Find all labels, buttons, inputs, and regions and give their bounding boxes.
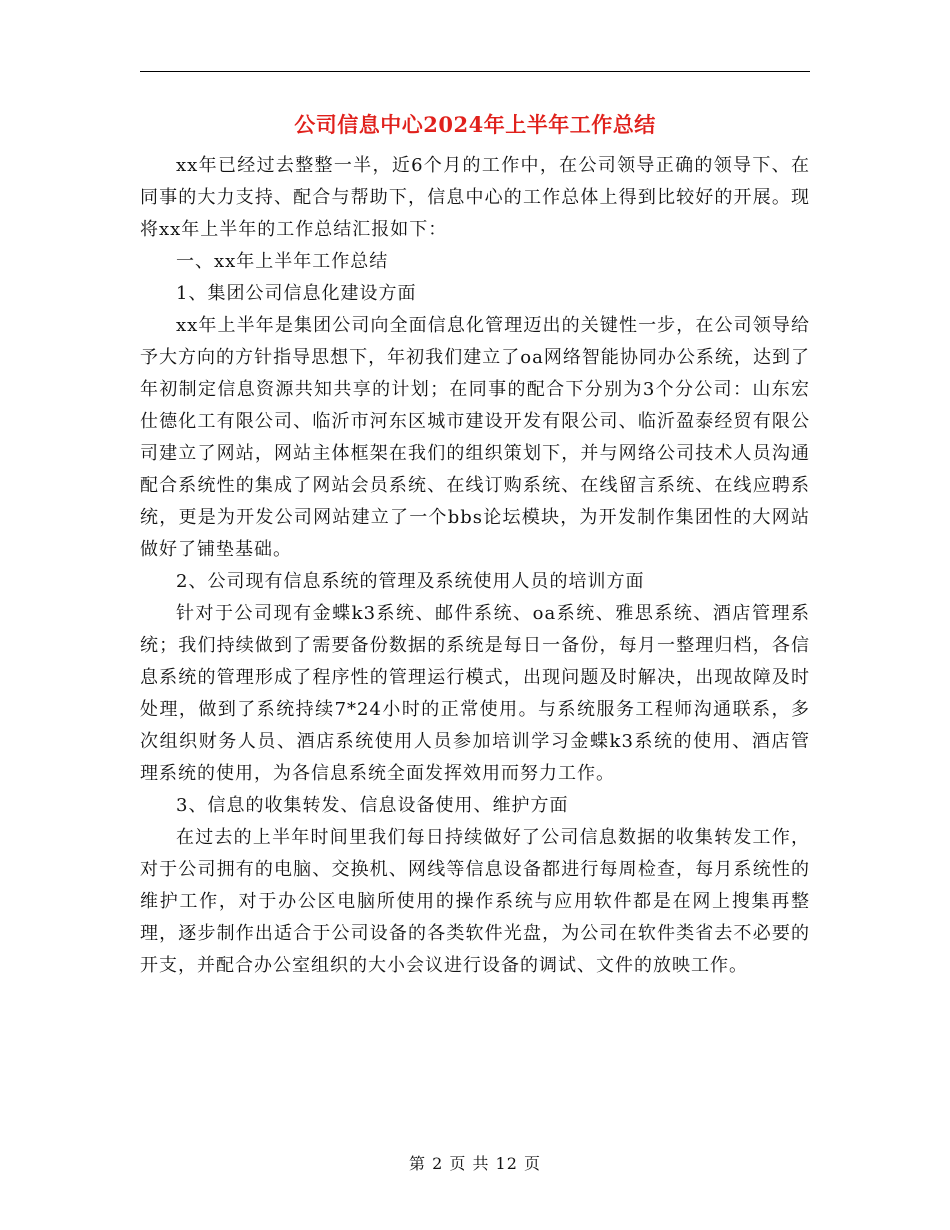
subsection-heading-3: 3、信息的收集转发、信息设备使用、维护方面 (176, 795, 569, 816)
header-rule (140, 71, 810, 72)
intro-paragraph: xx年已经过去整整一半，近6个月的工作中，在公司领导正确的领导下、在同事的大力支持、配合与帮助下，信息中心的工作总体上得到比较好的开展。现将xx年上半年的工作总结汇报如下： (140, 155, 810, 240)
subsection-heading-2: 2、公司现有信息系统的管理及系统使用人员的培训方面 (176, 571, 645, 592)
body-paragraph-2: 针对于公司现有金蝶k3系统、邮件系统、oa系统、雅思系统、酒店管理系统；我们持续做到了需要备份数据的系统是每日一备份，每月一整理归档，各信息系统的管理形成了程序性的管理运行模式，出现问题及时解决，出现故障及时处理，做到了系统持续7*24小时的正常使用。与系统服务工程师沟通联系，多次组织财务人员、酒店系统使用人员参加培训学习金蝶k3系统的使用、酒店管理系统的使用，为各信息系统全面发挥效用而努力工作。 (140, 603, 810, 784)
subsection-heading-1: 1、集团公司信息化建设方面 (176, 283, 417, 304)
document-title: 公司信息中心2024年上半年工作总结 (294, 112, 656, 137)
body-paragraph-1: xx年上半年是集团公司向全面信息化管理迈出的关键性一步，在公司领导给予大方向的方针指导思想下，年初我们建立了oa网络智能协同办公系统，达到了年初制定信息资源共知共享的计划；在同事的配合下分别为3个分公司：山东宏仕德化工有限公司、临沂市河东区城市建设开发有限公司、临沂盈泰经贸有限公司建立了网站，网站主体框架在我们的组织策划下，并与网络公司技术人员沟通配合系统性的集成了网站会员系统、在线订购系统、在线留言系统、在线应聘系统，更是为开发公司网站建立了一个bbs论坛模块，为开发制作集团性的大网站做好了铺垫基础。 (140, 315, 810, 560)
section-heading: 一、xx年上半年工作总结 (176, 251, 389, 272)
document-body (140, 150, 810, 982)
body-paragraph-3: 在过去的上半年时间里我们每日持续做好了公司信息数据的收集转发工作，对于公司拥有的电脑、交换机、网线等信息设备都进行每周检查，每月系统性的维护工作，对于办公区电脑所使用的操作系统与应用软件都是在网上搜集再整理，逐步制作出适合于公司设备的各类软件光盘，为公司在软件类省去不必要的开支，并配合办公室组织的大小会议进行设备的调试、文件的放映工作。 (140, 827, 810, 976)
page-footer: 第 2 页 共 12 页 (409, 1154, 541, 1173)
